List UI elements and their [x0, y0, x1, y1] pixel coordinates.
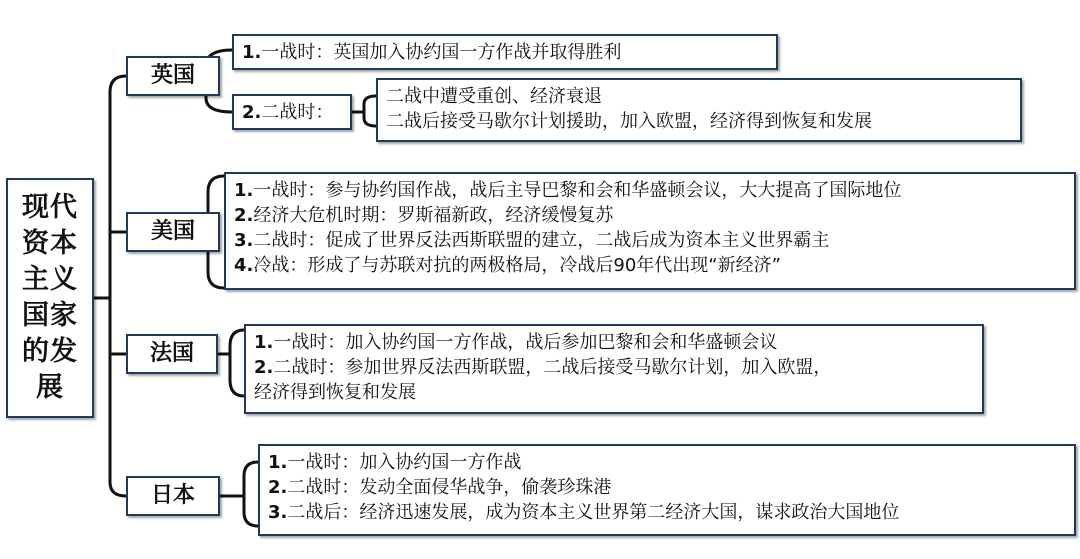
country-japan [126, 476, 220, 516]
france-item-2-text: 二战时：参加世界反法西斯联盟，二战后接受马歇尔计划，加入欧盟， [273, 357, 832, 378]
root-title: 现代资本主义国家的发展 [22, 192, 78, 403]
us-item-1-text: 一战时：参与协约国作战，战后主导巴黎和会和华盛顿会议，大大提高了国际地位 [253, 180, 902, 201]
japan-detail-box [258, 444, 1076, 536]
japan-item-1-text: 一战时：加入协约国一方作战 [287, 452, 522, 473]
france-item-2-continuation: 经济得到恢复和发展 [254, 382, 416, 403]
us-item-2-text: 经济大危机时期：罗斯福新政，经济缓慢复苏 [253, 205, 614, 226]
japan-item-2-num: 2. [268, 477, 288, 498]
us-item-4-text: 冷战：形成了与苏联对抗的两极格局，冷战后90年代出现“新经济” [253, 255, 781, 276]
uk-ww2-box [232, 94, 352, 130]
country-france-label: 法国 [149, 341, 194, 366]
uk-item-2-text: 二战时： [261, 102, 334, 123]
us-item-1-num: 1. [234, 180, 254, 201]
country-japan-label: 日本 [150, 483, 195, 508]
uk-ww2-detail-1: 二战中遭受重创、经济衰退 [386, 86, 602, 107]
uk-ww1-box [232, 34, 778, 70]
japan-item-2-text: 二战时：发动全面侵华战争，偷袭珍珠港 [287, 477, 612, 498]
japan-item-3-text: 二战后：经济迅速发展，成为资本主义世界第二经济大国，谋求政治大国地位 [287, 502, 900, 523]
root-title-box [6, 178, 94, 418]
us-item-3-text: 二战时：促成了世界反法西斯联盟的建立，二战后成为资本主义世界霸主 [253, 230, 830, 251]
uk-ww2-detail-box [376, 78, 1022, 142]
france-item-2-num: 2. [254, 357, 274, 378]
france-detail-box [244, 324, 984, 414]
country-us-label: 美国 [150, 219, 195, 244]
country-uk-label: 英国 [150, 63, 195, 88]
japan-item-1-num: 1. [268, 452, 288, 473]
us-item-3-num: 3. [234, 230, 254, 251]
us-item-4-num: 4. [234, 255, 254, 276]
us-detail-box [224, 172, 1076, 290]
france-item-1-text: 一战时：加入协约国一方作战，战后参加巴黎和会和华盛顿会议 [273, 332, 778, 353]
uk-item-1-text: 一战时：英国加入协约国一方作战并取得胜利 [261, 42, 622, 63]
country-us [126, 212, 220, 252]
us-item-2-num: 2. [234, 205, 254, 226]
france-item-1-num: 1. [254, 332, 274, 353]
uk-ww2-detail-2: 二战后接受马歇尔计划援助，加入欧盟，经济得到恢复和发展 [386, 111, 872, 132]
country-uk [126, 56, 220, 96]
uk-item-2-num: 2. [242, 102, 262, 123]
uk-item-1-num: 1. [242, 42, 262, 63]
country-france [126, 334, 218, 374]
japan-item-3-num: 3. [268, 502, 288, 523]
